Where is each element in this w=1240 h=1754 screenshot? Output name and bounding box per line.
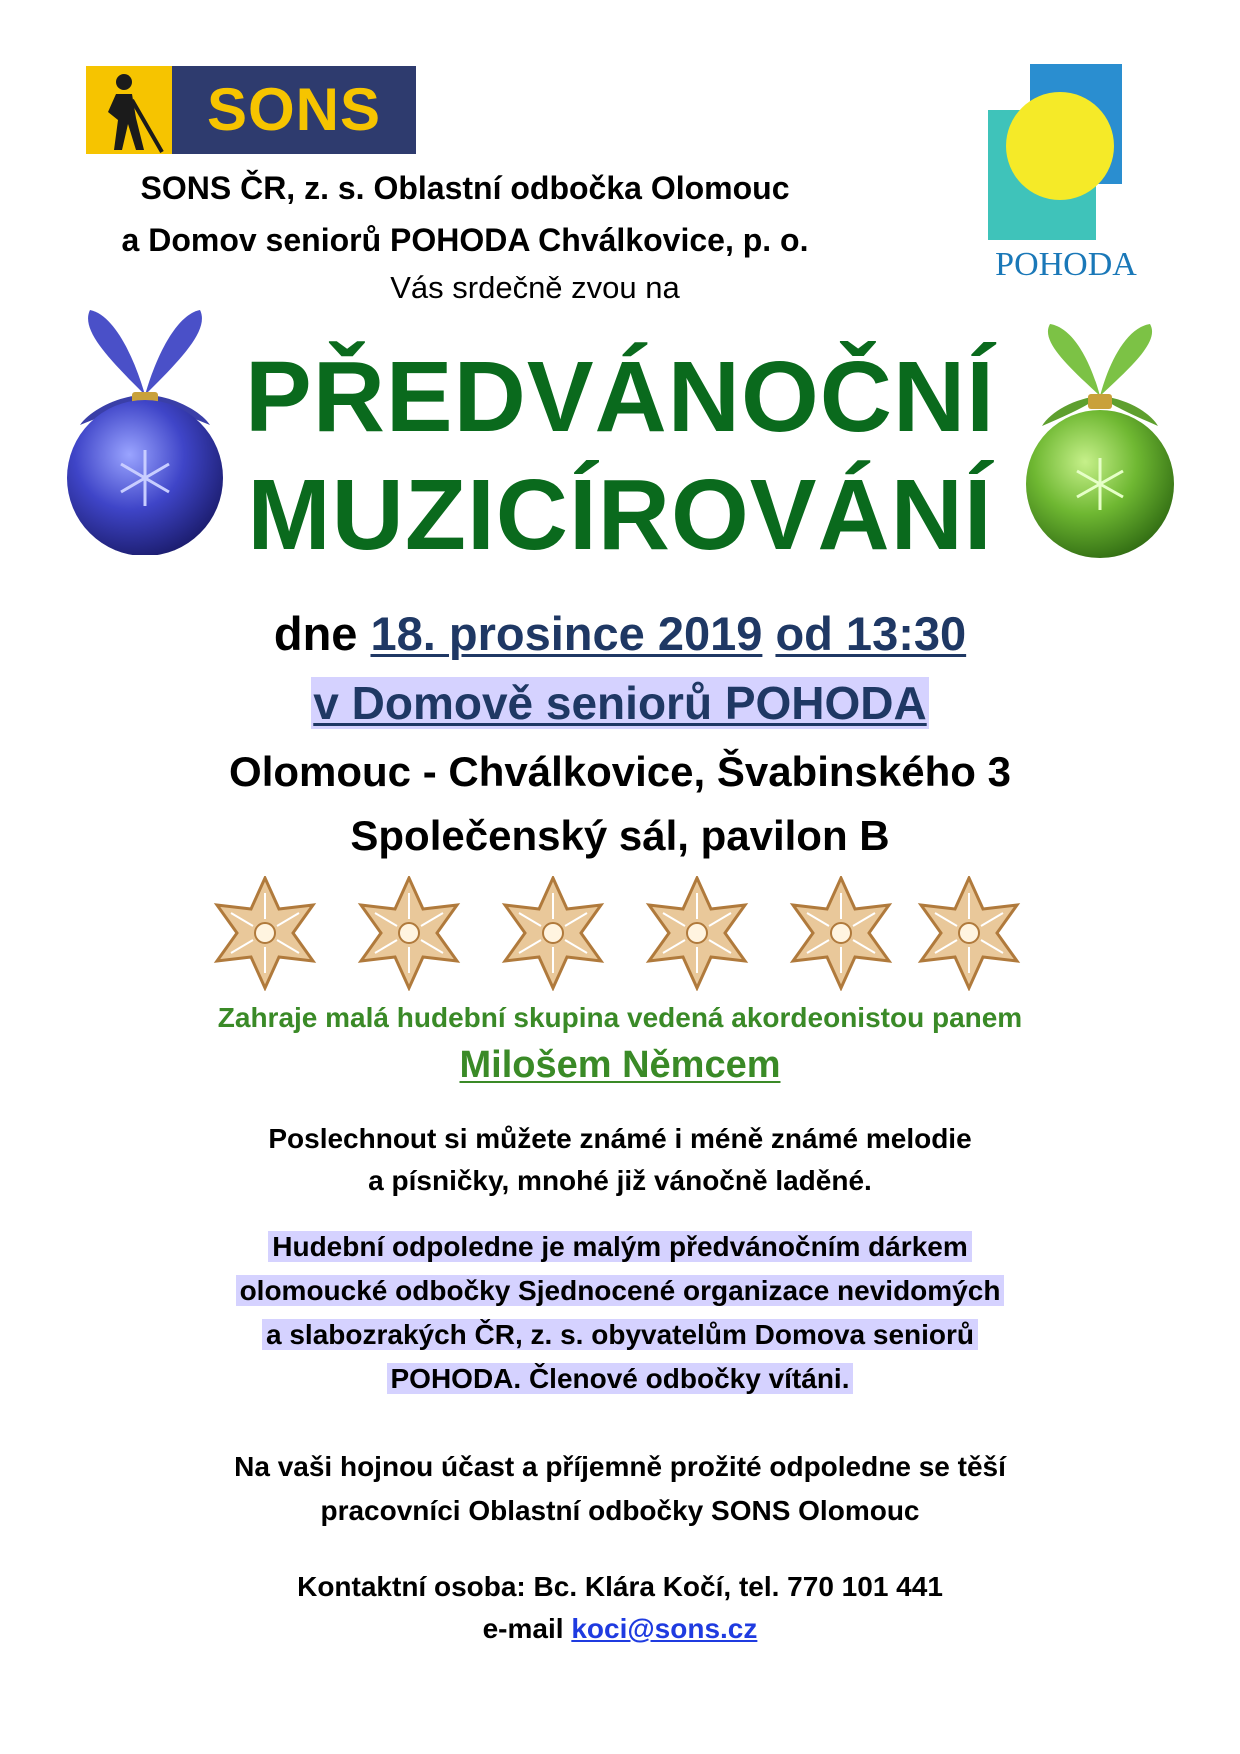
performer-intro: Zahraje malá hudební skupina vedená akordeonistou panem [217,1002,1023,1033]
performer-name-wrap [0,1044,1240,1087]
date-prefix: dne [273,607,358,660]
email-label: e-mail [482,1613,564,1644]
gingerbread-star-icon [921,878,1017,988]
sons-logo-text: SONS [172,66,416,154]
venue-text: v Domově seniorů POHODA [313,677,927,729]
description-line-1: Poslechnout si můžete známé i méně známé melodie [268,1123,972,1154]
gingerbread-star-icon [649,878,745,988]
event-date: 18. prosince 2019 [370,607,763,660]
email-link[interactable]: koci@sons.cz [571,1613,758,1644]
highlight-line-2 [0,1270,1240,1312]
contact-email-line [0,1608,1240,1650]
description-line-2: a písničky, mnohé již vánočně laděné. [368,1165,872,1196]
event-time: od 13:30 [775,607,967,660]
highlight-text-2: olomoucké odbočky Sjednocené organizace nevidomých [236,1275,1005,1306]
gingerbread-star-icon [217,878,313,988]
event-address: Olomouc - Chválkovice, Švabinského 3 [229,748,1011,795]
closing-line-2: pracovníci Oblastní odbočky SONS Olomouc [320,1495,920,1526]
gingerbread-star-icon [361,878,457,988]
stars-row [205,876,1035,991]
event-room: Společenský sál, pavilon B [350,812,890,859]
highlight-line-4 [0,1358,1240,1400]
highlight-text-3: a slabozrakých ČR, z. s. obyvatelům Domova seniorů [262,1319,978,1350]
highlight-line-3 [0,1314,1240,1356]
highlight-line-1 [0,1226,1240,1268]
event-date-line [0,606,1240,661]
gingerbread-star-icon [505,878,601,988]
title-line-2: MUZICÍROVÁNÍ [247,459,993,571]
blind-person-icon [86,66,172,154]
pohoda-logo-text: POHODA [995,246,1137,283]
organizer-line-2: a Domov seniorů POHODA Chválkovice, p. o. [121,222,809,258]
closing-line-1: Na vaši hojnou účast a příjemně prožité odpoledne se těší [234,1451,1006,1482]
gingerbread-star-icon [793,878,889,988]
highlight-text-1: Hudební odpoledne je malým předvánočním dárkem [268,1231,972,1262]
contact-line: Kontaktní osoba: Bc. Klára Kočí, tel. 770 101 441 [297,1571,943,1602]
performer-name: Milošem Němcem [459,1044,781,1086]
event-venue [0,676,1240,730]
title-line-1: PŘEDVÁNOČNÍ [245,341,995,453]
pohoda-logo [986,64,1146,284]
invite-text: Vás srdečně zvou na [390,270,680,305]
sons-logo [86,66,416,154]
highlight-text-4: POHODA. Členové odbočky vítáni. [387,1363,854,1394]
organizer-line-1: SONS ČR, z. s. Oblastní odbočka Olomouc [140,170,790,206]
